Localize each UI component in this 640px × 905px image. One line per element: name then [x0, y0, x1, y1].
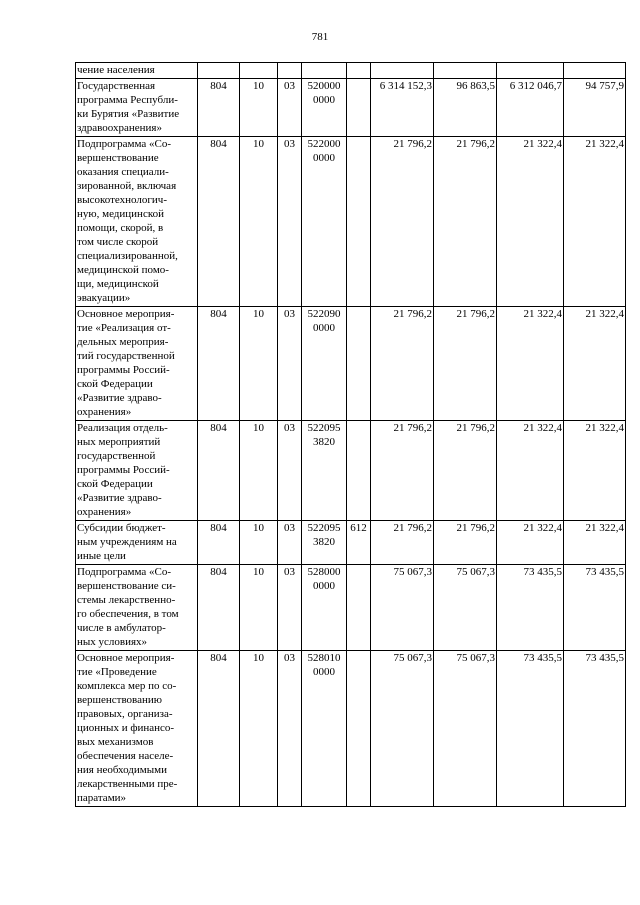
- amount-v3: 73 435,5: [497, 565, 564, 651]
- rz-code: 10: [240, 565, 278, 651]
- row-name-line: вершенствованию: [77, 694, 162, 706]
- vr-code: [347, 307, 371, 421]
- csr-code-part: 528000: [307, 566, 341, 578]
- row-name-line: ской Федерации: [77, 378, 153, 390]
- row-name-line: Государственная: [77, 80, 156, 92]
- amount-v2: 21 796,2: [434, 421, 497, 521]
- amount-v3: [497, 63, 564, 79]
- table-row: [76, 79, 626, 137]
- csr-code: [302, 565, 347, 651]
- csr-code: [302, 137, 347, 307]
- row-name: [76, 565, 198, 651]
- csr-code-part: 520000: [307, 80, 341, 92]
- amount-v4: 21 322,4: [564, 307, 626, 421]
- row-name-line: государственной: [77, 450, 156, 462]
- row-name-line: Основное мероприя-: [77, 308, 175, 320]
- csr-code: [302, 79, 347, 137]
- rz-code: 10: [240, 521, 278, 565]
- csr-code-part: 3820: [313, 536, 335, 548]
- page-number: 781: [311, 31, 329, 43]
- csr-code-part: 0000: [313, 322, 335, 334]
- pr-code: 03: [278, 651, 302, 807]
- csr-code-part: 0000: [313, 666, 335, 678]
- row-name: [76, 651, 198, 807]
- rz-code: 10: [240, 651, 278, 807]
- row-name-line: ской Федерации: [77, 478, 153, 490]
- amount-v2: [434, 63, 497, 79]
- row-name-line: ных условиях»: [77, 636, 148, 648]
- row-name-line: программы Россий-: [77, 464, 170, 476]
- csr-code-part: 522000: [307, 138, 341, 150]
- vr-code: 612: [347, 521, 371, 565]
- amount-v4: 21 322,4: [564, 521, 626, 565]
- row-name: [76, 137, 198, 307]
- amount-v1: 21 796,2: [371, 137, 434, 307]
- row-name-line: медицинской помо-: [77, 264, 169, 276]
- csr-code-part: 3820: [313, 436, 335, 448]
- row-name-line: Субсидии бюджет-: [77, 522, 166, 534]
- row-name-line: «Развитие здраво-: [77, 392, 162, 404]
- table-row: [76, 651, 626, 807]
- amount-v2: 75 067,3: [434, 651, 497, 807]
- row-name: [76, 521, 198, 565]
- gr-code: 804: [198, 421, 240, 521]
- csr-code: [302, 421, 347, 521]
- amount-v1: [371, 63, 434, 79]
- row-name-line: охранения»: [77, 406, 132, 418]
- rz-code: 10: [240, 137, 278, 307]
- gr-code: 804: [198, 651, 240, 807]
- row-name-line: помощи, скорой, в: [77, 222, 164, 234]
- pr-code: 03: [278, 137, 302, 307]
- table-row: [76, 421, 626, 521]
- amount-v2: 21 796,2: [434, 137, 497, 307]
- vr-code: [347, 137, 371, 307]
- row-name-line: охранения»: [77, 506, 132, 518]
- rz-code: 10: [240, 421, 278, 521]
- amount-v3: 6 312 046,7: [497, 79, 564, 137]
- amount-v3: 73 435,5: [497, 651, 564, 807]
- table-row: [76, 521, 626, 565]
- table-row: [76, 307, 626, 421]
- row-name-line: оказания специали-: [77, 166, 169, 178]
- row-name-line: го обеспечения, в том: [77, 608, 179, 620]
- row-name-line: эвакуации»: [77, 292, 131, 304]
- row-name-line: числе в амбулатор-: [77, 622, 166, 634]
- table-row: [76, 63, 626, 79]
- row-name-line: ную, медицинской: [77, 208, 165, 220]
- csr-code-part: 522090: [307, 308, 341, 320]
- rz-code: [240, 63, 278, 79]
- amount-v1: 21 796,2: [371, 521, 434, 565]
- csr-code-part: 0000: [313, 94, 335, 106]
- amount-v1: 21 796,2: [371, 307, 434, 421]
- csr-code-part: 522095: [307, 422, 341, 434]
- amount-v3: 21 322,4: [497, 421, 564, 521]
- amount-v4: 94 757,9: [564, 79, 626, 137]
- amount-v4: 21 322,4: [564, 137, 626, 307]
- table-body: [76, 63, 626, 807]
- csr-code-part: 528010: [307, 652, 341, 664]
- amount-v2: 21 796,2: [434, 521, 497, 565]
- amount-v3: 21 322,4: [497, 521, 564, 565]
- vr-code: [347, 63, 371, 79]
- amount-v1: 75 067,3: [371, 565, 434, 651]
- amount-v1: 75 067,3: [371, 651, 434, 807]
- amount-v4: [564, 63, 626, 79]
- row-name-line: Основное мероприя-: [77, 652, 175, 664]
- pr-code: 03: [278, 521, 302, 565]
- amount-v1: 21 796,2: [371, 421, 434, 521]
- row-name-line: чение населения: [77, 64, 155, 76]
- row-name-line: тий государственной: [77, 350, 175, 362]
- pr-code: 03: [278, 565, 302, 651]
- row-name-line: ния необходимыми: [77, 764, 167, 776]
- vr-code: [347, 421, 371, 521]
- row-name-line: тие «Реализация от-: [77, 322, 171, 334]
- row-name-line: программы Россий-: [77, 364, 170, 376]
- pr-code: 03: [278, 421, 302, 521]
- row-name-line: том числе скорой: [77, 236, 159, 248]
- amount-v2: 96 863,5: [434, 79, 497, 137]
- gr-code: 804: [198, 307, 240, 421]
- row-name-line: стемы лекарственно-: [77, 594, 176, 606]
- row-name-line: щи, медицинской: [77, 278, 159, 290]
- pr-code: 03: [278, 307, 302, 421]
- gr-code: 804: [198, 137, 240, 307]
- row-name-line: тие «Проведение: [77, 666, 157, 678]
- amount-v4: 21 322,4: [564, 421, 626, 521]
- row-name-line: комплекса мер по со-: [77, 680, 177, 692]
- row-name-line: здравоохранения»: [77, 122, 162, 134]
- pr-code: 03: [278, 79, 302, 137]
- csr-code: [302, 63, 347, 79]
- row-name-line: ки Бурятия «Развитие: [77, 108, 180, 120]
- amount-v3: 21 322,4: [497, 137, 564, 307]
- table-row: [76, 565, 626, 651]
- amount-v4: 73 435,5: [564, 565, 626, 651]
- rz-code: 10: [240, 79, 278, 137]
- row-name-line: ным учреждениям на: [77, 536, 177, 548]
- csr-code-part: 0000: [313, 580, 335, 592]
- row-name-line: обеспечения населе-: [77, 750, 174, 762]
- row-name: [76, 421, 198, 521]
- row-name: [76, 79, 198, 137]
- row-name-line: зированной, включая: [77, 180, 177, 192]
- row-name-line: паратами»: [77, 792, 127, 804]
- table-row: [76, 137, 626, 307]
- pr-code: [278, 63, 302, 79]
- row-name-line: ных мероприятий: [77, 436, 161, 448]
- row-name-line: Реализация отдель-: [77, 422, 168, 434]
- csr-code-part: 522095: [307, 522, 341, 534]
- amount-v3: 21 322,4: [497, 307, 564, 421]
- vr-code: [347, 79, 371, 137]
- budget-table: [75, 62, 626, 807]
- row-name-line: специализированной,: [77, 250, 178, 262]
- row-name-line: правовых, организа-: [77, 708, 173, 720]
- vr-code: [347, 651, 371, 807]
- vr-code: [347, 565, 371, 651]
- amount-v2: 75 067,3: [434, 565, 497, 651]
- gr-code: 804: [198, 565, 240, 651]
- amount-v4: 73 435,5: [564, 651, 626, 807]
- gr-code: [198, 63, 240, 79]
- gr-code: 804: [198, 79, 240, 137]
- rz-code: 10: [240, 307, 278, 421]
- row-name-line: программа Республи-: [77, 94, 178, 106]
- row-name-line: вершенствование: [77, 152, 159, 164]
- row-name-line: ционных и финансо-: [77, 722, 175, 734]
- amount-v2: 21 796,2: [434, 307, 497, 421]
- row-name-line: лекарственными пре-: [77, 778, 178, 790]
- row-name-line: высокотехнологич-: [77, 194, 167, 206]
- csr-code: [302, 521, 347, 565]
- row-name: [76, 307, 198, 421]
- csr-code: [302, 307, 347, 421]
- row-name-line: дельных мероприя-: [77, 336, 169, 348]
- row-name-line: иные цели: [77, 550, 126, 562]
- csr-code: [302, 651, 347, 807]
- row-name: [76, 63, 198, 79]
- csr-code-part: 0000: [313, 152, 335, 164]
- row-name-line: Подпрограмма «Со-: [77, 138, 171, 150]
- gr-code: 804: [198, 521, 240, 565]
- row-name-line: Подпрограмма «Со-: [77, 566, 171, 578]
- row-name-line: вершенствование си-: [77, 580, 176, 592]
- row-name-line: «Развитие здраво-: [77, 492, 162, 504]
- row-name-line: вых механизмов: [77, 736, 154, 748]
- amount-v1: 6 314 152,3: [371, 79, 434, 137]
